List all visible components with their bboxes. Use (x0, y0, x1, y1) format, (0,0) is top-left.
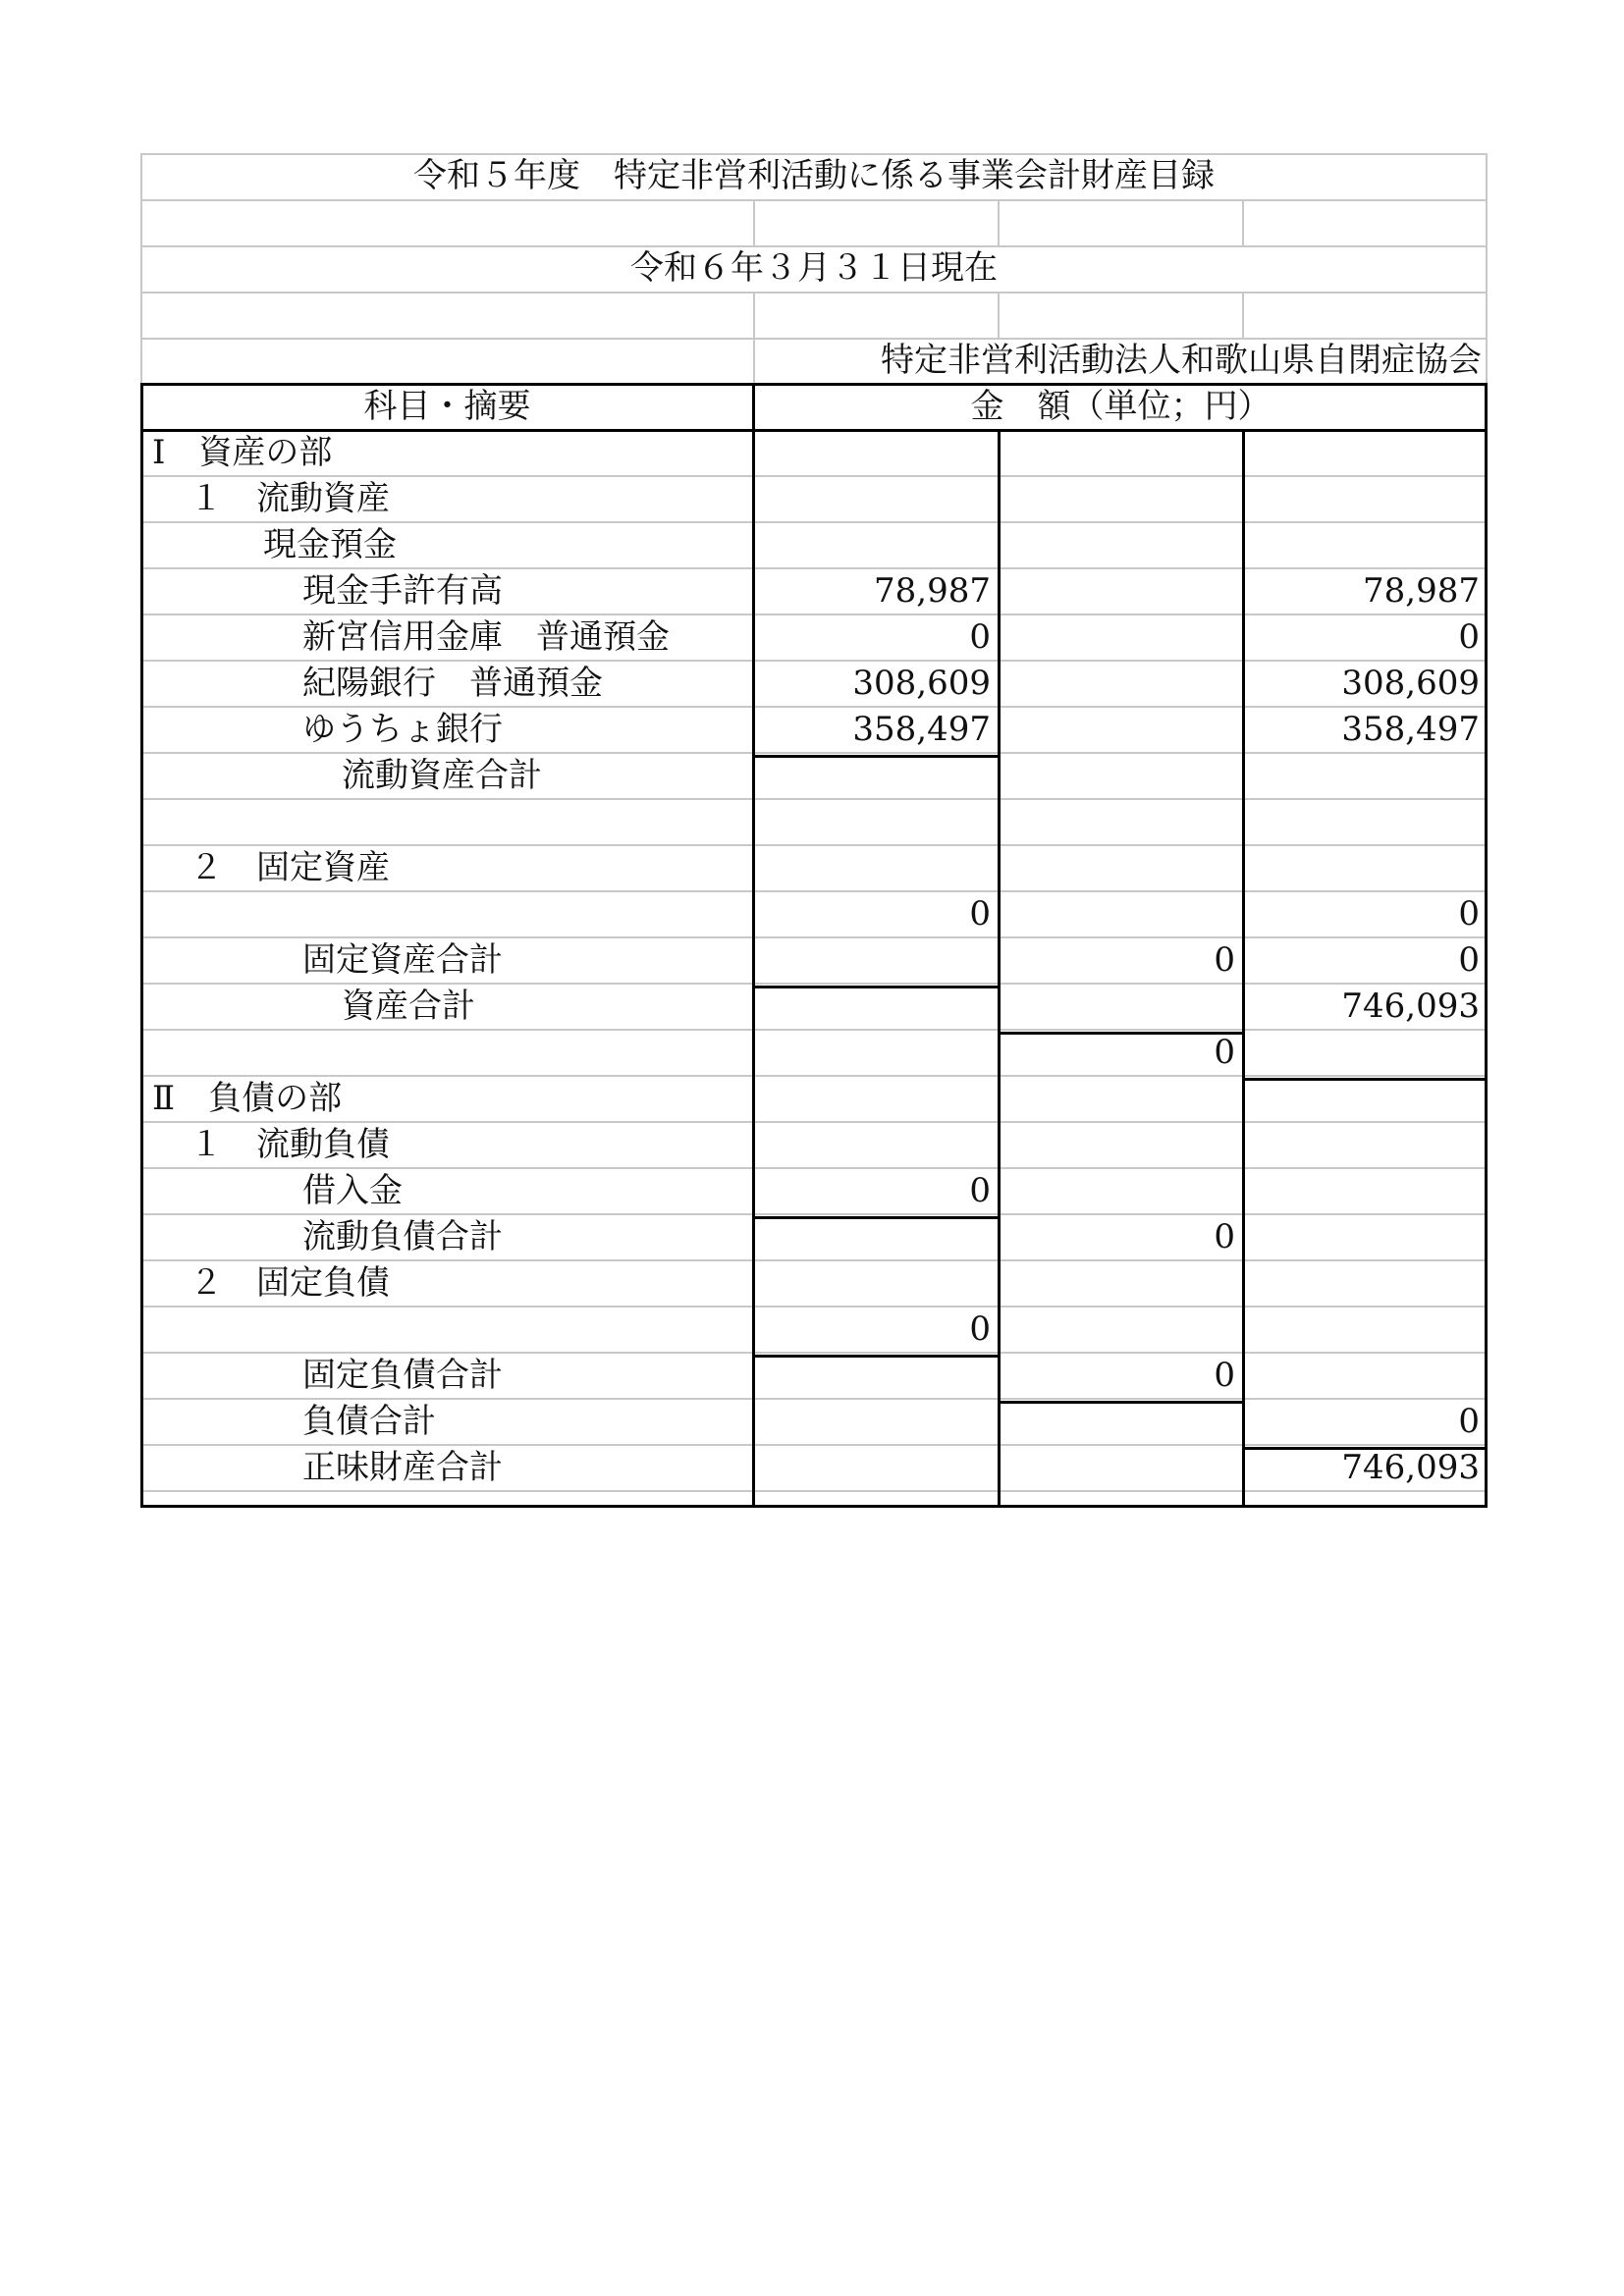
amount-col2 (999, 568, 1243, 614)
row-label: 正味財産合計 (302, 1448, 503, 1487)
row-label (140, 1307, 754, 1353)
amount-col2 (999, 707, 1243, 753)
table-row (140, 430, 1488, 476)
row-label: 現金手許有高 (302, 571, 503, 611)
document-title: 令和５年度 特定非営利活動に係る事業会計財産目録 (413, 156, 1215, 195)
amount-col3 (1243, 522, 1488, 568)
row-label (140, 1030, 754, 1076)
table-row (140, 845, 1488, 891)
amount-col1 (754, 430, 999, 476)
amount-col2 (999, 891, 1243, 937)
amount-col1 (754, 476, 999, 522)
row-label: Ⅰ 資産の部 (152, 433, 333, 472)
amount-col2 (999, 799, 1243, 845)
row-label: １ 流動負債 (189, 1125, 390, 1164)
amount-col1 (754, 522, 999, 568)
gridline (1242, 292, 1244, 338)
amount-col3 (1243, 1122, 1488, 1168)
row-label: 固定資産合計 (302, 940, 503, 980)
amount-col1 (754, 1399, 999, 1445)
row-label: ２ 固定資産 (189, 848, 390, 887)
amount-col1 (754, 984, 999, 1030)
table-row (140, 707, 1488, 753)
organization-name: 特定非営利活動法人和歌山県自閉症協会 (881, 341, 1482, 380)
amount-col3 (1243, 1168, 1488, 1214)
row-label: １ 流動資産 (189, 479, 390, 518)
table-row (140, 1214, 1488, 1260)
amount-col3 (1243, 1214, 1488, 1260)
amount-col1: 0 (969, 1171, 991, 1210)
amount-col2 (999, 845, 1243, 891)
row-label: 資産合計 (342, 987, 475, 1026)
amount-col2 (999, 1168, 1243, 1214)
table-row (140, 1445, 1488, 1491)
amount-col2 (999, 1399, 1243, 1445)
amount-col1 (754, 937, 999, 984)
amount-col3 (1243, 1260, 1488, 1307)
amount-col3: 0 (1458, 940, 1480, 980)
row-label: 固定負債合計 (302, 1356, 503, 1395)
gridline (1242, 199, 1244, 245)
row-label: ２ 固定負債 (189, 1263, 390, 1303)
amount-col2: 0 (1214, 1217, 1235, 1256)
row-label: 流動負債合計 (302, 1217, 503, 1256)
row-label: 新宮信用金庫 普通預金 (302, 617, 670, 657)
amount-col3 (1243, 845, 1488, 891)
amount-col1: 358,497 (852, 710, 991, 749)
amount-col3: 0 (1458, 894, 1480, 934)
amount-col3 (1243, 1030, 1488, 1076)
table-row (140, 522, 1488, 568)
table-row (140, 1399, 1488, 1445)
amount-col3: 0 (1458, 1402, 1480, 1441)
table-row (140, 568, 1488, 614)
amount-col2 (999, 1076, 1243, 1122)
amount-col3 (1243, 1353, 1488, 1399)
table-row (140, 1353, 1488, 1399)
amount-col3 (1243, 1076, 1488, 1122)
amount-col3 (1243, 1307, 1488, 1353)
amount-col2: 0 (1214, 1356, 1235, 1395)
table-row (140, 1122, 1488, 1168)
amount-col2 (999, 430, 1243, 476)
amount-col3: 308,609 (1341, 664, 1480, 703)
amount-col1 (754, 1260, 999, 1307)
table-row (140, 661, 1488, 707)
table-row (140, 1168, 1488, 1214)
gridline (753, 199, 755, 245)
amount-col1 (754, 1353, 999, 1399)
amount-col3 (1243, 430, 1488, 476)
amount-col1: 0 (969, 894, 991, 934)
amount-col2 (999, 522, 1243, 568)
table-row (140, 614, 1488, 661)
amount-col3: 358,497 (1341, 710, 1480, 749)
table-row (140, 984, 1488, 1030)
amount-col1 (754, 799, 999, 845)
amount-col1 (754, 1214, 999, 1260)
header-amount: 金 額（単位；円） (970, 387, 1272, 426)
row-label: 流動資産合計 (342, 756, 542, 795)
as-of-date: 令和６年３月３１日現在 (630, 248, 998, 288)
amount-col1 (754, 1030, 999, 1076)
row-label: 紀陽銀行 普通預金 (302, 664, 603, 703)
amount-col2 (999, 661, 1243, 707)
amount-col3: 0 (1458, 617, 1480, 657)
table-row (140, 937, 1488, 984)
gridline (140, 292, 1488, 294)
amount-col1: 0 (969, 617, 991, 657)
amount-col3 (1243, 799, 1488, 845)
gridline (140, 199, 1488, 201)
table-row (140, 1030, 1488, 1076)
amount-col2 (999, 1122, 1243, 1168)
table-row (140, 891, 1488, 937)
amount-col1 (754, 753, 999, 799)
amount-col2: 0 (1214, 940, 1235, 980)
amount-col1: 78,987 (874, 571, 991, 611)
table-border-bottom (140, 1505, 1488, 1508)
amount-col2 (999, 476, 1243, 522)
table-row (140, 1307, 1488, 1353)
amount-col1 (754, 1076, 999, 1122)
gridline (998, 199, 1000, 245)
title-row (140, 153, 1488, 199)
table-row (140, 1076, 1488, 1122)
organization-row (140, 338, 1488, 384)
table-row (140, 753, 1488, 799)
header-item: 科目・摘要 (363, 387, 531, 426)
amount-col1 (754, 1445, 999, 1491)
gridline (998, 292, 1000, 338)
amount-col2 (999, 1260, 1243, 1307)
amount-col3 (1243, 753, 1488, 799)
row-label: Ⅱ 負債の部 (152, 1079, 343, 1118)
row-label: 負債合計 (302, 1402, 436, 1441)
amount-col2 (999, 1445, 1243, 1491)
amount-col2 (999, 984, 1243, 1030)
amount-col2 (999, 614, 1243, 661)
row-label (140, 891, 754, 937)
row-label: 借入金 (302, 1171, 403, 1210)
amount-col3: 746,093 (1341, 1448, 1480, 1487)
date-row (140, 245, 1488, 292)
table-row (140, 799, 1488, 845)
amount-col3 (1243, 476, 1488, 522)
table-header (140, 384, 1488, 430)
table-row (140, 1260, 1488, 1307)
table-row (140, 476, 1488, 522)
amount-col1 (754, 1122, 999, 1168)
row-label: ゆうちょ銀行 (302, 710, 503, 749)
amount-col3: 78,987 (1363, 571, 1480, 611)
row-label (140, 799, 754, 845)
amount-col1: 0 (969, 1309, 991, 1349)
inventory-sheet (140, 153, 1488, 1508)
amount-col3: 746,093 (1341, 987, 1480, 1026)
amount-col2 (999, 753, 1243, 799)
amount-col2 (999, 1307, 1243, 1353)
amount-col1: 308,609 (852, 664, 991, 703)
row-label: 現金預金 (263, 525, 397, 564)
amount-col2: 0 (1214, 1033, 1235, 1072)
amount-col1 (754, 845, 999, 891)
